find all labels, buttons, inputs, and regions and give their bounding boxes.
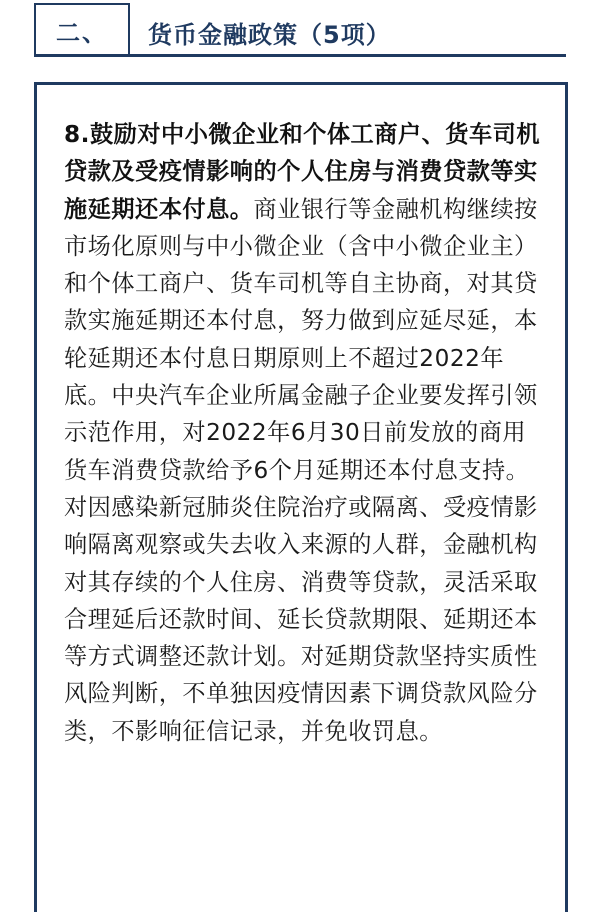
policy-item-lead: 8.鼓励对中小微企业和个体工商户、货车司机贷款及受疫情影响的个人住房与消费贷款等实施延期还本付息。 [64, 121, 541, 223]
section-title: 货币金融政策（5项） [148, 20, 391, 49]
section-number: 二、 [34, 3, 130, 56]
policy-item-paragraph [64, 116, 540, 750]
policy-item-body: 商业银行等金融机构继续按市场化原则与中小微企业（含中小微企业主）和个体工商户、货车司机等自主协商，对其贷款实施延期还本付息，努力做到应延尽延，本轮延期还本付息日期原则上不超过2022年底。中央汽车企业所属金融子企业要发挥引领示范作用，对2022年6月30日前发放的商用货车消费贷款给予6个月延期还本付息支持。对因感染新冠肺炎住院治疗或隔离、受疫情影响隔离观察或失去收入来源的人群，金融机构对其存续的个人住房、消费等贷款，灵活采取合理延后还款时间、延长贷款期限、延期还本等方式调整还款计划。对延期贷款坚持实质性风险判断，不单独因疫情因素下调贷款风险分类，不影响征信记录，并免收罚息。 [64, 195, 538, 745]
